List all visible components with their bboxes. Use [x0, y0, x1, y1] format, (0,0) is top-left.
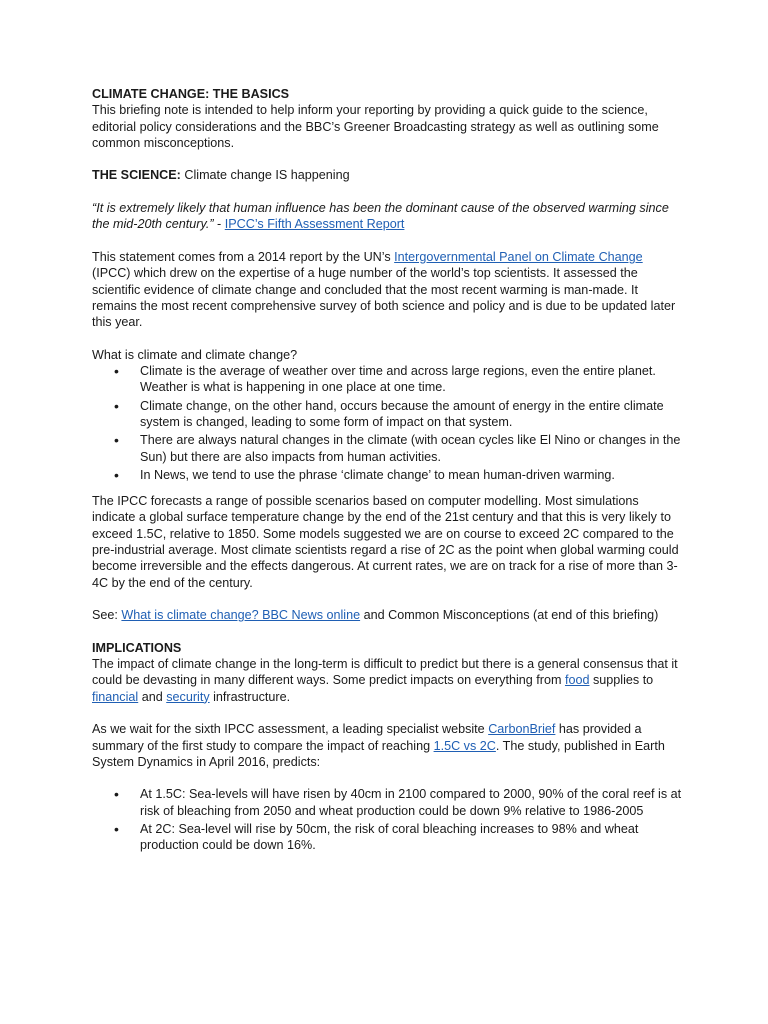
- financial-link[interactable]: financial: [92, 689, 139, 704]
- implications-p1-mid2: and: [138, 689, 167, 704]
- carbonbrief-paragraph: [92, 721, 682, 770]
- food-link[interactable]: food: [564, 673, 590, 688]
- carbonbrief-link[interactable]: CarbonBrief: [488, 722, 556, 737]
- carbonbrief-post: . The study, published in Earth System Dynamics in April 2016, predicts:: [92, 738, 665, 769]
- predictions-bullet-list: [92, 786, 682, 853]
- see-pre: See:: [92, 608, 122, 623]
- science-heading: [92, 167, 682, 183]
- 1-5c-vs-2c-link[interactable]: 1.5C vs 2C: [433, 738, 496, 753]
- ipcc-quote-paragraph: [92, 200, 682, 233]
- forecast-paragraph: The IPCC forecasts a range of possible scenarios based on computer modelling. Most simulations indicate a global surface temperature change by the end of the 21st century and that this is very likely to exceed 1.5C, relative to 1850. Some models suggested we are on course to exceed 2C compared to the pre-industrial average. Most climate scientists regard a rise of 2C as the point when global warming could become irreversible and the effects dangerous. At current rates, we are on track for a rise of more than 3-4C by the end of the century.: [92, 494, 679, 590]
- implications-heading: IMPLICATIONS: [92, 640, 182, 655]
- list-item: • At 2C: Sea-level will rise by 50cm, the risk of coral bleaching increases to 98% and wheat production could be down 16%.: [112, 821, 682, 854]
- list-item: • In News, we tend to use the phrase ‘climate change’ to mean human-driven warming.: [112, 467, 682, 483]
- statement-pre: This statement comes from a 2014 report by the UN’s: [92, 249, 395, 264]
- science-heading-label: THE SCIENCE:: [92, 168, 181, 183]
- statement-paragraph: [92, 249, 682, 330]
- statement-post: (IPCC) which drew on the expertise of a huge number of the world’s top scientists. It assessed the scientific evidence of climate change and concluded that the most recent warming is man-made. It remains the most recent comprehensive survey of both science and policy and is due to be updated later this year.: [92, 266, 676, 330]
- bbc-news-link[interactable]: What is climate change? BBC News online: [121, 608, 361, 623]
- what-is-climate-heading: What is climate and climate change?: [92, 347, 298, 362]
- document-title: CLIMATE CHANGE: THE BASICS: [92, 87, 290, 101]
- list-item: • Climate change, on the other hand, occurs because the amount of energy in the entire climate system is changed, leading to some form of impact on that system.: [112, 398, 682, 431]
- list-item: • At 1.5C: Sea-levels will have risen by 40cm in 2100 compared to 2000, 90% of the coral reef is at risk of bleaching from 2050 and wheat production could be down 9% relative to 1986-2005: [112, 786, 682, 819]
- climate-bullet-list: [92, 363, 682, 483]
- implications-p1-mid1: supplies to: [589, 673, 654, 688]
- quote-separator: -: [213, 217, 225, 232]
- science-heading-rest: Climate change IS happening: [180, 168, 350, 183]
- see-post: and Common Misconceptions (at end of this briefing): [360, 608, 659, 623]
- implications-paragraph: [92, 656, 682, 705]
- carbonbrief-pre: As we wait for the sixth IPCC assessment, a leading specialist website: [92, 722, 489, 737]
- carbonbrief-mid: has provided a summary of the first study to compare the impact of reaching: [92, 722, 642, 753]
- implications-p1-pre: The impact of climate change in the long-term is difficult to predict but there is a general consensus that it could be devasting in many different ways. Some predict impacts on everything from: [92, 657, 678, 688]
- intro-paragraph: This briefing note is intended to help inform your reporting by providing a quick guide to the science, editorial policy considerations and the BBC’s Greener Broadcasting strategy as well as outlining some common misconceptions.: [92, 103, 659, 150]
- ipcc-panel-link[interactable]: Intergovernmental Panel on Climate Change: [394, 249, 643, 264]
- document-page: [92, 86, 682, 856]
- implications-p1-post: infrastructure.: [209, 689, 291, 704]
- list-item: • There are always natural changes in the climate (with ocean cycles like El Nino or changes in the Sun) but there are also impacts from human activities.: [112, 432, 682, 465]
- see-also-line: [92, 607, 682, 623]
- list-item: • Climate is the average of weather over time and across large regions, even the entire planet. Weather is what is happening in one place at one time.: [112, 363, 682, 396]
- ipcc-fifth-report-link[interactable]: IPCC’s Fifth Assessment Report: [224, 217, 405, 232]
- ipcc-quote: “It is extremely likely that human influence has been the dominant cause of the observed warming since the mid-20th century.”: [92, 201, 669, 232]
- security-link[interactable]: security: [166, 689, 210, 704]
